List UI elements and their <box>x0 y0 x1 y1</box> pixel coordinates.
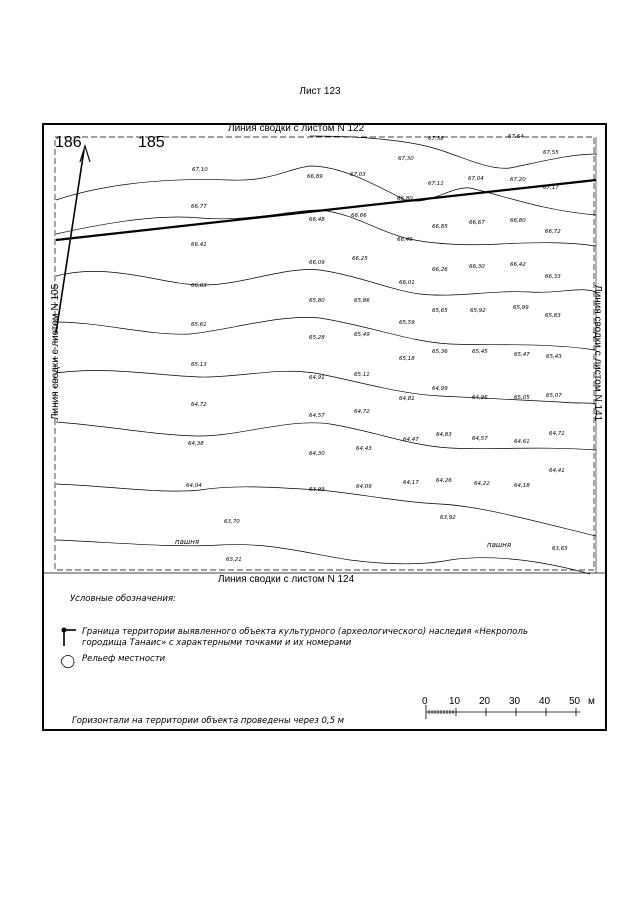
land-use-label: пашня <box>487 541 512 549</box>
elevation-label: 66,80 <box>510 218 526 224</box>
elevation-label: 66,80 <box>397 196 413 202</box>
elevation-label: 66,01 <box>399 280 415 286</box>
contour-line <box>56 269 596 295</box>
elevation-label: 67,11 <box>428 181 444 187</box>
elevation-label: 64,71 <box>549 431 565 437</box>
relief-icon <box>61 655 74 667</box>
elevation-label: 66,03 <box>191 283 207 289</box>
elevation-label: 64,81 <box>399 396 415 402</box>
elevation-label: 65,99 <box>513 305 529 311</box>
elevation-label: 63,92 <box>440 515 456 521</box>
elevation-label: 65,11 <box>354 372 370 378</box>
contour-line <box>56 166 596 215</box>
elevation-label: 64,99 <box>432 386 448 392</box>
contour-line <box>56 210 596 246</box>
legend-boundary-text: Граница территории выявленного объекта культурного (археологического) наследия «Некрополь <box>82 627 528 637</box>
elevation-label: 66,67 <box>469 220 485 226</box>
elevation-label: 64,04 <box>186 483 202 489</box>
boundary-point-label: 186 <box>55 134 82 151</box>
elevation-label: 63,99 <box>309 487 325 493</box>
elevation-label: 65,05 <box>514 395 530 401</box>
edge-label-left: Линия сводки с листом N 105 <box>50 283 61 420</box>
elevation-label: 64,91 <box>309 375 325 381</box>
elevation-label: 67,17 <box>543 185 559 191</box>
elevation-label: 66,48 <box>309 217 325 223</box>
elevation-label: 66,41 <box>191 242 207 248</box>
contour-line <box>56 317 596 350</box>
sheet-title: Лист 123 <box>299 86 341 97</box>
elevation-label: 65,18 <box>399 356 415 362</box>
elevation-label: 65,07 <box>546 393 562 399</box>
elevation-label: 64,57 <box>309 413 325 419</box>
elevation-label: 66,33 <box>545 274 561 280</box>
elevation-label: 67,03 <box>350 172 366 178</box>
elevation-label: 66,30 <box>469 264 485 270</box>
elevation-label: 64,09 <box>356 484 372 490</box>
elevation-label: 66,66 <box>351 213 367 219</box>
elevation-label: 65,65 <box>432 308 448 314</box>
scale-tick-label: 0 <box>422 696 428 707</box>
elevation-label: 66,46 <box>397 237 413 243</box>
elevation-label: 66,72 <box>545 229 561 235</box>
elevation-label: 66,42 <box>510 262 526 268</box>
legend-boundary-symbol-icon <box>62 628 77 647</box>
elevation-label: 64,38 <box>188 441 204 447</box>
elevation-label: 65,36 <box>432 349 448 355</box>
elevation-label: 65,45 <box>472 349 488 355</box>
elevation-label: 65,59 <box>399 320 415 326</box>
elevation-label: 67,64 <box>508 134 524 140</box>
scale-tick-label: 20 <box>479 696 491 707</box>
elevation-label: 63,21 <box>226 557 242 563</box>
scale-bar <box>426 705 580 719</box>
elevation-label: 66,85 <box>432 224 448 230</box>
elevation-label: 67,38 <box>428 136 444 142</box>
elevation-label: 64,17 <box>403 480 419 486</box>
edge-label-right: Линия сводки с листом N 141 <box>592 285 603 422</box>
elevation-label: 64,26 <box>436 478 452 484</box>
scale-tick-label: 40 <box>539 696 551 707</box>
scale-unit-label: м <box>588 696 595 707</box>
elevation-label: 63,70 <box>224 519 240 525</box>
contour-interval-note: Горизонтали на территории объекта проведены через 0,5 м <box>72 716 345 726</box>
elevation-label: 64,30 <box>309 451 325 457</box>
elevation-label: 64,18 <box>514 483 530 489</box>
scale-tick-label: 30 <box>509 696 521 707</box>
elevation-label: 65,61 <box>191 322 207 328</box>
elevation-label: 65,43 <box>546 354 562 360</box>
elevation-label: 64,22 <box>474 481 490 487</box>
elevation-label: 67,30 <box>398 156 414 162</box>
elevation-label: 66,77 <box>191 204 207 210</box>
elevation-label: 64,83 <box>436 432 452 438</box>
elevation-label: 67,55 <box>543 150 559 156</box>
elevation-label: 65,80 <box>309 298 325 304</box>
elevation-label: 63,65 <box>552 546 568 552</box>
scale-tick-label: 50 <box>569 696 581 707</box>
elevation-label: 65,86 <box>354 298 370 304</box>
land-use-label: пашня <box>175 538 200 546</box>
elevation-label: 66,26 <box>432 267 448 273</box>
elevation-label: 64,43 <box>356 446 372 452</box>
elevation-label: 65,92 <box>470 308 486 314</box>
legend-relief-text: Рельеф местности <box>82 654 166 664</box>
edge-label-bottom: Линия сводки с листом N 124 <box>218 574 355 585</box>
elevation-label: 65,47 <box>514 352 530 358</box>
elevation-label: 65,83 <box>545 313 561 319</box>
elevation-label: 67,10 <box>192 167 208 173</box>
boundary-line <box>56 180 596 240</box>
legend-boundary-text: городища Танаис» с характерными точками и их номерами <box>82 638 352 648</box>
elevation-label: 64,47 <box>403 437 419 443</box>
elevation-label: 64,57 <box>472 436 488 442</box>
contour-line <box>56 422 596 450</box>
elevation-label: 64,72 <box>354 409 370 415</box>
elevation-label: 64,96 <box>472 395 488 401</box>
elevation-label: 66,09 <box>309 260 325 266</box>
elevation-label: 65,49 <box>354 332 370 338</box>
elevation-label: 64,61 <box>514 439 530 445</box>
elevation-label: 65,13 <box>191 362 207 368</box>
scale-tick-label: 10 <box>449 696 461 707</box>
elevation-label: 64,72 <box>191 402 207 408</box>
elevation-label: 64,41 <box>549 468 565 474</box>
elevation-label: 66,25 <box>352 256 368 262</box>
elevation-label: 67,04 <box>468 176 484 182</box>
elevation-label: 66,89 <box>307 174 323 180</box>
legend-title: Условные обозначения: <box>70 594 176 604</box>
edge-label-top: Линия сводки с листом N 122 <box>228 123 365 134</box>
elevation-label: 67,20 <box>510 177 526 183</box>
boundary-point-label: 185 <box>138 134 165 151</box>
contour-line <box>56 484 596 536</box>
elevation-label: 65,28 <box>309 335 325 341</box>
